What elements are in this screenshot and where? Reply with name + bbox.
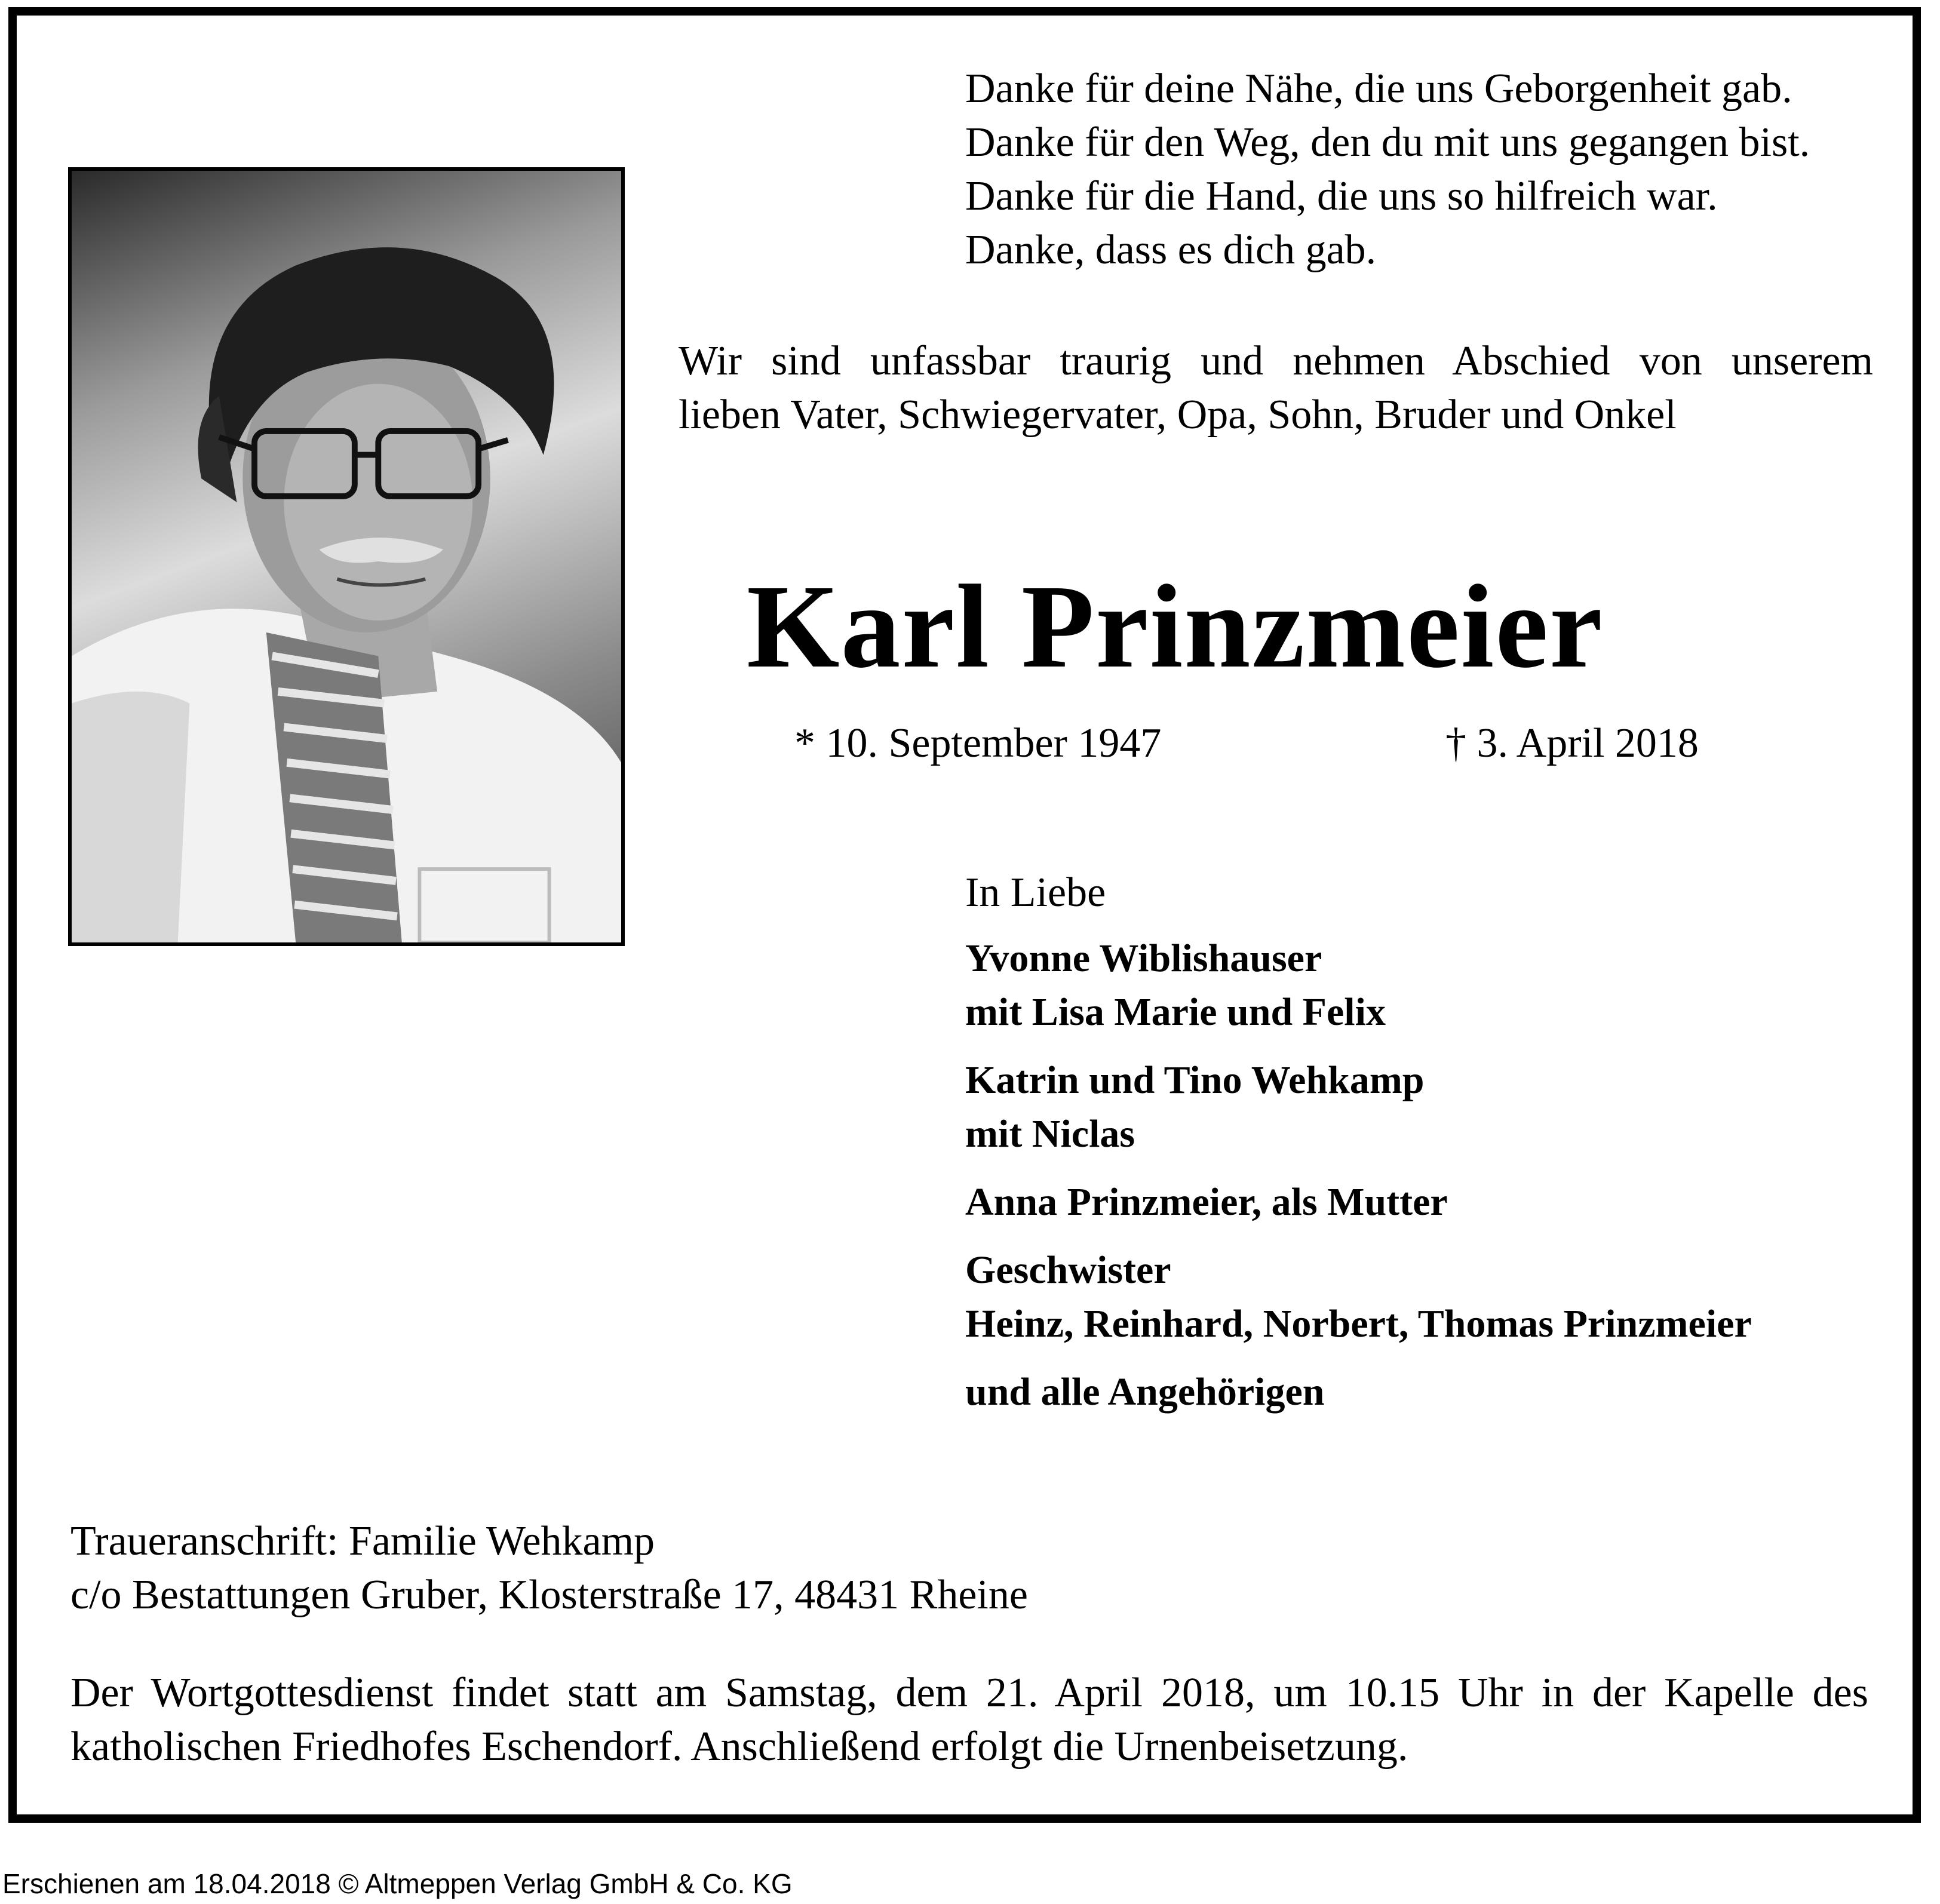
intro-line: Wir sind unfassbar traurig und nehmen Abschied von unserem xyxy=(679,338,1873,384)
mourner-line: Heinz, Reinhard, Norbert, Thomas Prinzmeier xyxy=(965,1302,1752,1346)
intro-text xyxy=(679,334,1873,442)
address-line: Traueranschrift: Familie Wehkamp xyxy=(70,1518,655,1564)
verse-line: Danke für die Hand, die uns so hilfreich war. xyxy=(965,173,1718,219)
mourner-line: mit Niclas xyxy=(965,1112,1135,1156)
mourner-group xyxy=(965,1054,1752,1161)
mourner-line: und alle Angehörigen xyxy=(965,1370,1325,1414)
deceased-name: Karl Prinzmeier xyxy=(747,561,1604,693)
publication-footer: Erschienen am 18.04.2018 © Altmeppen Verlag GmbH & Co. KG xyxy=(2,1868,793,1899)
mourner-line: Geschwister xyxy=(965,1248,1171,1292)
portrait-photo xyxy=(68,167,625,946)
verse xyxy=(965,62,1810,277)
mourner-group xyxy=(965,1175,1752,1229)
in-love-label: In Liebe xyxy=(965,870,1106,916)
mourner-group xyxy=(965,1243,1752,1351)
birth-date: * 10. September 1947 xyxy=(794,720,1162,766)
mourner-group xyxy=(965,1365,1752,1419)
mourner-line: Katrin und Tino Wehkamp xyxy=(965,1058,1425,1102)
verse-line: Danke, dass es dich gab. xyxy=(965,227,1377,273)
mourning-address xyxy=(70,1515,1028,1622)
portrait-illustration xyxy=(72,171,621,942)
service-info xyxy=(70,1666,1868,1774)
service-line: katholischen Friedhofes Eschendorf. Anschließend erfolgt die Urnenbeisetzung. xyxy=(70,1724,1408,1770)
death-date: † 3. April 2018 xyxy=(1445,720,1699,766)
verse-line: Danke für deine Nähe, die uns Geborgenheit gab. xyxy=(965,66,1792,112)
mourner-line: Anna Prinzmeier, als Mutter xyxy=(965,1180,1448,1224)
verse-line: Danke für den Weg, den du mit uns gegangen bist. xyxy=(965,119,1810,165)
mourner-group xyxy=(965,932,1752,1039)
service-line: Der Wortgottesdienst findet statt am Samstag, dem 21. April 2018, um 10.15 Uhr in der Kapelle des xyxy=(70,1670,1868,1716)
address-line: c/o Bestattungen Gruber, Klosterstraße 17, 48431 Rheine xyxy=(70,1572,1028,1618)
intro-line: lieben Vater, Schwiegervater, Opa, Sohn, Bruder und Onkel xyxy=(679,392,1677,438)
mourner-line: mit Lisa Marie und Felix xyxy=(965,990,1386,1034)
mourners-list xyxy=(965,932,1752,1433)
mourner-line: Yvonne Wiblishauser xyxy=(965,936,1322,980)
